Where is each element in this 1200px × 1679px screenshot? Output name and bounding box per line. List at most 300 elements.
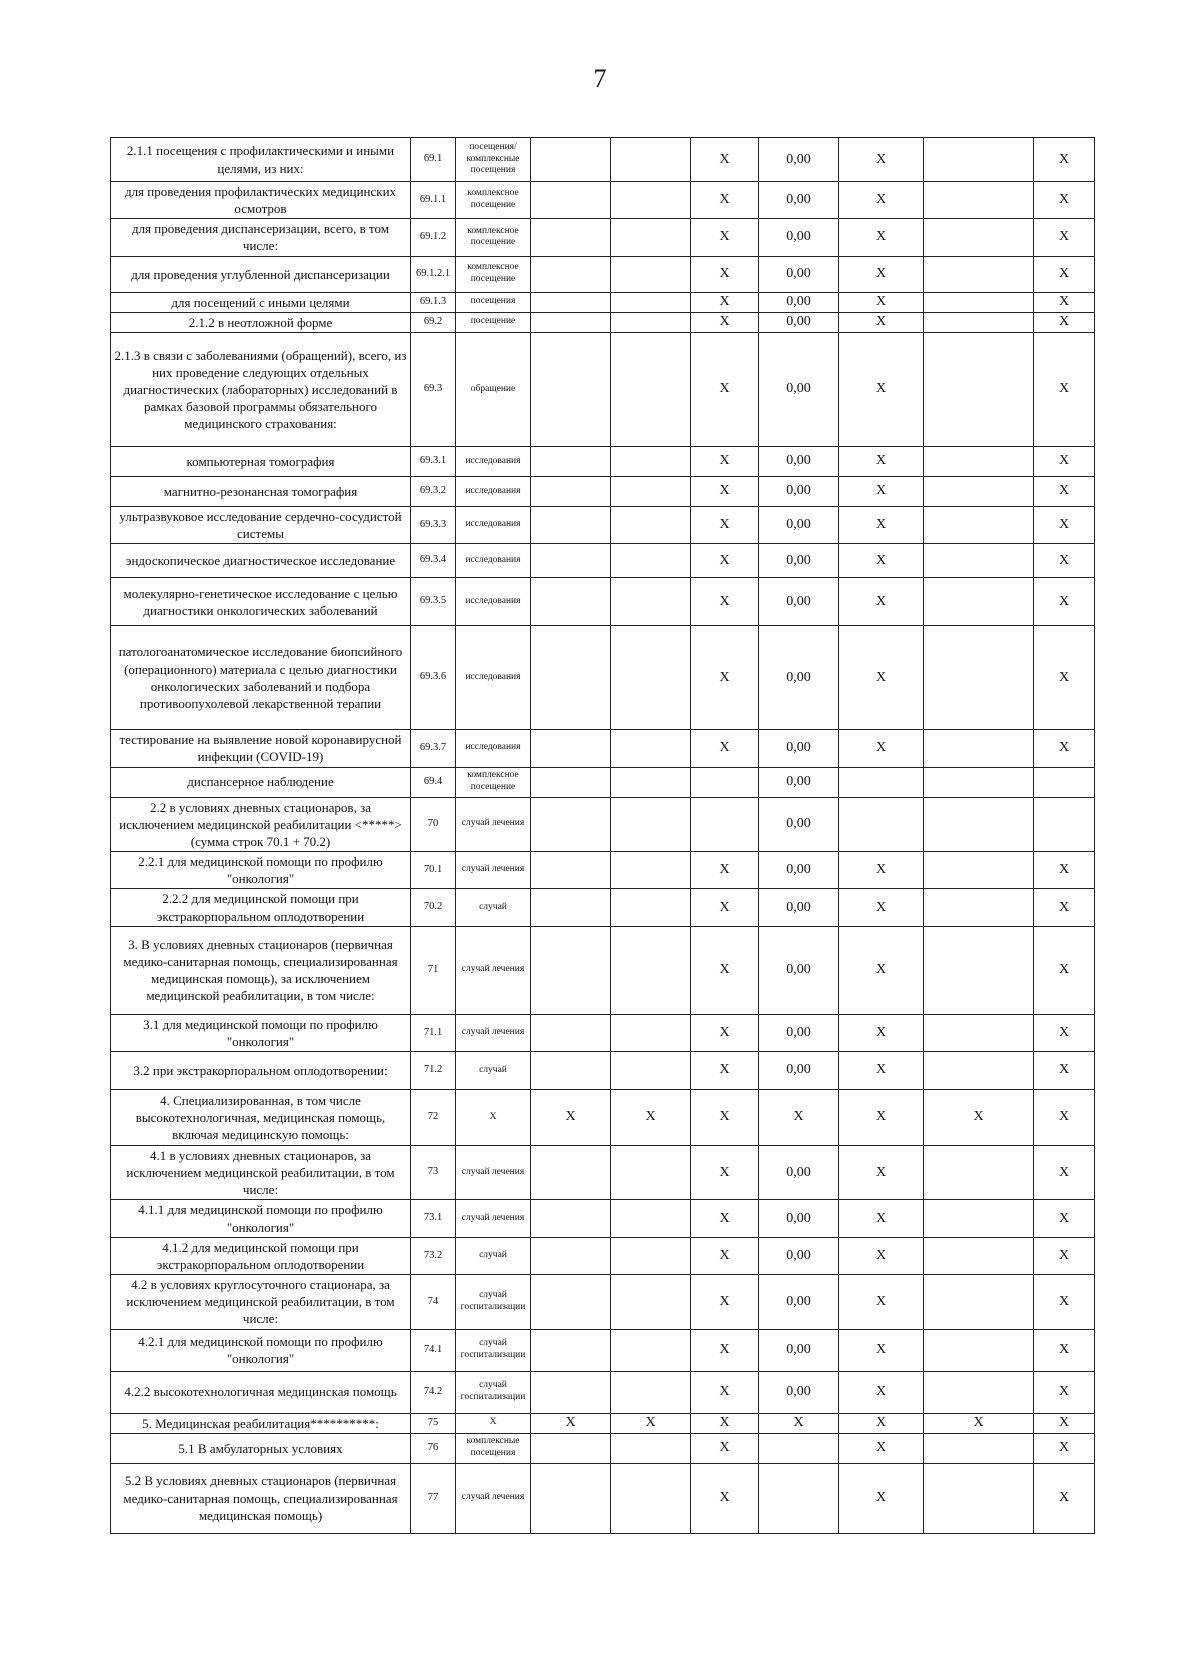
row-value: X [1034, 1275, 1095, 1329]
row-name: 3. В условиях дневных стационаров (первичная медико-санитарная помощь, специализированная медицинская помощь), за исключением медицинской реабилитации, в том числе: [111, 926, 411, 1014]
row-value [924, 1237, 1034, 1274]
row-value: X [691, 1014, 759, 1051]
row-value [531, 256, 611, 292]
row-unit: случай [456, 1051, 531, 1089]
row-value [611, 889, 691, 926]
row-name: 5. Медицинская реабилитация**********: [111, 1413, 411, 1433]
row-value [531, 292, 611, 312]
row-value [611, 292, 691, 312]
row-value [611, 544, 691, 578]
row-value: X [611, 1089, 691, 1145]
row-name: 2.1.1 посещения с профилактическими и иными целями, из них: [111, 138, 411, 182]
row-value: X [839, 926, 924, 1014]
row-value [924, 1371, 1034, 1413]
row-unit: посещения/ комплексные посещения [456, 138, 531, 182]
row-name: 2.2.2 для медицинской помощи при экстракорпоральном оплодотворении [111, 889, 411, 926]
row-value: X [691, 1371, 759, 1413]
row-value: 0,00 [759, 1275, 839, 1329]
row-value: X [839, 312, 924, 332]
row-code: 74.1 [411, 1329, 456, 1371]
table-row [111, 797, 1095, 851]
row-value: X [691, 138, 759, 182]
row-value: X [691, 1145, 759, 1199]
row-value: X [1034, 332, 1095, 446]
row-code: 71.1 [411, 1014, 456, 1051]
row-unit: случай госпитализации [456, 1329, 531, 1371]
row-value: X [1034, 1433, 1095, 1463]
row-value: X [1034, 182, 1095, 219]
row-code: 69.1.3 [411, 292, 456, 312]
row-code: 69.3.4 [411, 544, 456, 578]
row-value [691, 767, 759, 797]
table-row [111, 626, 1095, 730]
row-value: 0,00 [759, 544, 839, 578]
row-value [924, 446, 1034, 476]
row-unit: исследования [456, 446, 531, 476]
row-code: 69.1.1 [411, 182, 456, 219]
row-value [924, 1145, 1034, 1199]
row-unit: случай лечения [456, 1014, 531, 1051]
row-name: молекулярно-генетическое исследование с целью диагностики онкологических заболеваний [111, 578, 411, 626]
row-value [924, 506, 1034, 543]
row-value: X [691, 506, 759, 543]
row-value [531, 182, 611, 219]
row-value [531, 767, 611, 797]
row-value [531, 138, 611, 182]
row-value: X [691, 1237, 759, 1274]
row-value [924, 578, 1034, 626]
table-row [111, 1014, 1095, 1051]
row-name: для посещений с иными целями [111, 292, 411, 312]
row-value: X [839, 1014, 924, 1051]
row-value: X [691, 219, 759, 256]
row-value: X [691, 1200, 759, 1237]
row-unit: случай лечения [456, 797, 531, 851]
row-value: X [839, 1237, 924, 1274]
row-value: X [691, 544, 759, 578]
row-value: 0,00 [759, 1145, 839, 1199]
row-value: X [531, 1413, 611, 1433]
row-value [531, 1329, 611, 1371]
row-value: X [691, 1089, 759, 1145]
row-code: 69.3.3 [411, 506, 456, 543]
row-value [924, 926, 1034, 1014]
row-value [924, 889, 1034, 926]
row-name: 4.2.1 для медицинской помощи по профилю "онкология" [111, 1329, 411, 1371]
row-unit: посещения [456, 292, 531, 312]
table-row [111, 138, 1095, 182]
row-name: 2.2 в условиях дневных стационаров, за исключением медицинской реабилитации <*****> (сумма строк 70.1 + 70.2) [111, 797, 411, 851]
table-row [111, 1371, 1095, 1413]
row-code: 69.3.7 [411, 730, 456, 767]
row-name: 3.1 для медицинской помощи по профилю "онкология" [111, 1014, 411, 1051]
table-row [111, 926, 1095, 1014]
row-unit: случай госпитализации [456, 1371, 531, 1413]
row-name: 4.2.2 высокотехнологичная медицинская помощь [111, 1371, 411, 1413]
row-name: тестирование на выявление новой коронавирусной инфекции (COVID-19) [111, 730, 411, 767]
row-value: X [1034, 1371, 1095, 1413]
row-value: X [691, 730, 759, 767]
row-name: 4.1.1 для медицинской помощи по профилю "онкология" [111, 1200, 411, 1237]
row-value: X [1034, 256, 1095, 292]
row-code: 72 [411, 1089, 456, 1145]
row-name: для проведения диспансеризации, всего, в том числе: [111, 219, 411, 256]
row-value: 0,00 [759, 889, 839, 926]
row-value: X [839, 544, 924, 578]
row-value [611, 852, 691, 889]
row-value: 0,00 [759, 852, 839, 889]
row-value [531, 1275, 611, 1329]
row-value: X [1034, 1051, 1095, 1089]
row-name: 4.1 в условиях дневных стационаров, за исключением медицинской реабилитации, в том числе: [111, 1145, 411, 1199]
row-value: X [691, 292, 759, 312]
row-value: X [691, 926, 759, 1014]
row-unit: случай [456, 1237, 531, 1274]
row-value: X [839, 730, 924, 767]
row-value: X [839, 138, 924, 182]
row-value [924, 1014, 1034, 1051]
row-code: 69.3.2 [411, 476, 456, 506]
row-value: X [924, 1413, 1034, 1433]
row-value: 0,00 [759, 312, 839, 332]
row-value [691, 797, 759, 851]
row-value [924, 767, 1034, 797]
row-value: X [1034, 506, 1095, 543]
row-value: X [839, 476, 924, 506]
table-row [111, 312, 1095, 332]
row-value: 0,00 [759, 1014, 839, 1051]
row-name: 2.2.1 для медицинской помощи по профилю "онкология" [111, 852, 411, 889]
row-value: X [691, 1433, 759, 1463]
table-row [111, 292, 1095, 312]
row-value: 0,00 [759, 926, 839, 1014]
row-value [531, 730, 611, 767]
row-value: X [1034, 138, 1095, 182]
row-code: 69.3.1 [411, 446, 456, 476]
row-value [924, 730, 1034, 767]
row-value [611, 219, 691, 256]
row-value: X [839, 182, 924, 219]
row-unit: исследования [456, 506, 531, 543]
row-value: X [1034, 1089, 1095, 1145]
table-row [111, 730, 1095, 767]
row-value: X [839, 626, 924, 730]
table-row [111, 578, 1095, 626]
row-unit: исследования [456, 544, 531, 578]
row-value [531, 446, 611, 476]
row-value: X [1034, 1014, 1095, 1051]
table-row [111, 219, 1095, 256]
row-value: X [1034, 926, 1095, 1014]
row-value: X [1034, 446, 1095, 476]
row-value: X [839, 1200, 924, 1237]
row-value: 0,00 [759, 506, 839, 543]
row-code: 73.1 [411, 1200, 456, 1237]
row-value [611, 578, 691, 626]
row-value: X [691, 889, 759, 926]
row-value [531, 312, 611, 332]
row-value [531, 1237, 611, 1274]
row-value: X [839, 1433, 924, 1463]
row-value [924, 1329, 1034, 1371]
row-value: X [691, 256, 759, 292]
row-name: 3.2 при экстракорпоральном оплодотворении: [111, 1051, 411, 1089]
row-value: 0,00 [759, 767, 839, 797]
row-name: диспансерное наблюдение [111, 767, 411, 797]
row-code: 74.2 [411, 1371, 456, 1413]
row-unit: исследования [456, 730, 531, 767]
row-code: 69.1.2 [411, 219, 456, 256]
row-value [924, 1275, 1034, 1329]
row-unit: случай лечения [456, 1145, 531, 1199]
row-value: 0,00 [759, 797, 839, 851]
row-value: X [691, 852, 759, 889]
row-unit: исследования [456, 476, 531, 506]
row-unit: комплексные посещения [456, 1433, 531, 1463]
row-code: 69.2 [411, 312, 456, 332]
row-unit: случай лечения [456, 852, 531, 889]
row-value [531, 626, 611, 730]
row-value: X [691, 578, 759, 626]
row-value [924, 292, 1034, 312]
row-value [924, 1433, 1034, 1463]
row-value [531, 332, 611, 446]
row-value: X [691, 182, 759, 219]
row-value: X [839, 1051, 924, 1089]
row-value: X [1034, 1413, 1095, 1433]
row-value: 0,00 [759, 182, 839, 219]
row-unit: случай лечения [456, 926, 531, 1014]
row-name: компьютерная томография [111, 446, 411, 476]
row-value [531, 506, 611, 543]
row-name: ультразвуковое исследование сердечно-сосудистой системы [111, 506, 411, 543]
row-value [924, 1200, 1034, 1237]
row-name: 2.1.2 в неотложной форме [111, 312, 411, 332]
row-value: X [691, 626, 759, 730]
row-unit: исследования [456, 578, 531, 626]
row-value [924, 544, 1034, 578]
row-value: X [691, 446, 759, 476]
row-value: X [759, 1413, 839, 1433]
volume-table [110, 137, 1095, 1534]
row-value [531, 578, 611, 626]
row-value: X [691, 332, 759, 446]
row-code: 69.1 [411, 138, 456, 182]
row-value: X [839, 1371, 924, 1413]
row-name: 4.1.2 для медицинской помощи при экстракорпоральном оплодотворении [111, 1237, 411, 1274]
row-unit: случай [456, 889, 531, 926]
row-value [924, 1463, 1034, 1533]
table-row [111, 767, 1095, 797]
row-code: 69.3 [411, 332, 456, 446]
row-value: X [1034, 730, 1095, 767]
row-value [531, 852, 611, 889]
row-value [839, 797, 924, 851]
row-value: X [839, 332, 924, 446]
row-code: 70 [411, 797, 456, 851]
row-value: X [691, 476, 759, 506]
table-row [111, 1463, 1095, 1533]
row-value [611, 182, 691, 219]
row-value [611, 926, 691, 1014]
row-name: 5.1 В амбулаторных условиях [111, 1433, 411, 1463]
row-value: 0,00 [759, 1329, 839, 1371]
row-value [924, 332, 1034, 446]
row-value [531, 1051, 611, 1089]
row-value: X [1034, 852, 1095, 889]
row-value [531, 1371, 611, 1413]
row-value: X [839, 446, 924, 476]
row-unit: комплексное посещение [456, 219, 531, 256]
table-row [111, 1275, 1095, 1329]
row-unit: случай лечения [456, 1200, 531, 1237]
row-value [924, 138, 1034, 182]
row-name: для проведения профилактических медицинских осмотров [111, 182, 411, 219]
row-code: 69.3.5 [411, 578, 456, 626]
row-unit: случай госпитализации [456, 1275, 531, 1329]
row-name: 2.1.3 в связи с заболеваниями (обращений), всего, из них проведение следующих отдельных диагностических (лабораторных) исследований в рамках базовой программы обязательного медицинского страхования: [111, 332, 411, 446]
row-value: 0,00 [759, 1051, 839, 1089]
row-value: 0,00 [759, 578, 839, 626]
row-code: 76 [411, 1433, 456, 1463]
table-row [111, 1237, 1095, 1274]
row-value: 0,00 [759, 219, 839, 256]
table-row [111, 1329, 1095, 1371]
row-value: 0,00 [759, 256, 839, 292]
row-value: X [839, 1275, 924, 1329]
row-value [531, 797, 611, 851]
row-value: X [691, 1329, 759, 1371]
row-code: 77 [411, 1463, 456, 1533]
table-row [111, 1089, 1095, 1145]
row-name: 5.2 В условиях дневных стационаров (первичная медико-санитарная помощь, специализированная медицинская помощь) [111, 1463, 411, 1533]
table-row [111, 1413, 1095, 1433]
row-value [531, 1145, 611, 1199]
row-value [611, 446, 691, 476]
row-value [611, 626, 691, 730]
row-value [611, 1051, 691, 1089]
row-value [839, 767, 924, 797]
row-unit: комплексное посещение [456, 182, 531, 219]
table-row [111, 852, 1095, 889]
row-value: X [839, 1145, 924, 1199]
row-value: 0,00 [759, 730, 839, 767]
row-value: 0,00 [759, 1237, 839, 1274]
row-value [924, 312, 1034, 332]
row-unit: посещение [456, 312, 531, 332]
row-value [1034, 797, 1095, 851]
row-value [611, 476, 691, 506]
row-value [531, 1014, 611, 1051]
row-code: 73 [411, 1145, 456, 1199]
row-value [531, 1463, 611, 1533]
row-value: X [839, 578, 924, 626]
row-value: X [1034, 219, 1095, 256]
row-value: X [1034, 578, 1095, 626]
row-value: 0,00 [759, 332, 839, 446]
row-value [611, 256, 691, 292]
row-value: X [1034, 312, 1095, 332]
row-value [759, 1433, 839, 1463]
row-unit: случай лечения [456, 1463, 531, 1533]
page-number: 7 [593, 64, 607, 93]
row-value: X [1034, 889, 1095, 926]
row-value: 0,00 [759, 1371, 839, 1413]
row-value: X [1034, 1463, 1095, 1533]
row-value: X [691, 1051, 759, 1089]
row-value: 0,00 [759, 292, 839, 312]
row-value [531, 219, 611, 256]
row-value [611, 797, 691, 851]
row-code: 70.2 [411, 889, 456, 926]
row-value: X [1034, 544, 1095, 578]
row-value [1034, 767, 1095, 797]
row-value [611, 767, 691, 797]
row-value [531, 476, 611, 506]
row-unit: X [456, 1413, 531, 1433]
table-row [111, 446, 1095, 476]
row-value: X [1034, 1237, 1095, 1274]
row-value: X [1034, 1200, 1095, 1237]
row-value [924, 476, 1034, 506]
row-value [531, 544, 611, 578]
table-row [111, 182, 1095, 219]
table-row [111, 1200, 1095, 1237]
row-unit: исследования [456, 626, 531, 730]
row-value: X [1034, 1329, 1095, 1371]
table-row [111, 544, 1095, 578]
row-unit: комплексное посещение [456, 256, 531, 292]
row-value [611, 332, 691, 446]
table-row [111, 889, 1095, 926]
table-row [111, 1051, 1095, 1089]
row-value [531, 1200, 611, 1237]
row-name: 4.2 в условиях круглосуточного стационара, за исключением медицинской реабилитации, в том числе: [111, 1275, 411, 1329]
row-value [924, 219, 1034, 256]
row-value [611, 730, 691, 767]
row-value: X [1034, 626, 1095, 730]
table-row [111, 1433, 1095, 1463]
row-value: X [1034, 1145, 1095, 1199]
row-value [611, 1433, 691, 1463]
row-value [924, 256, 1034, 292]
row-value [611, 138, 691, 182]
row-value: X [839, 256, 924, 292]
table-row [111, 332, 1095, 446]
row-value [924, 852, 1034, 889]
row-value: X [839, 1089, 924, 1145]
row-value: X [1034, 292, 1095, 312]
row-value [611, 1329, 691, 1371]
row-value [611, 1145, 691, 1199]
row-name: эндоскопическое диагностическое исследование [111, 544, 411, 578]
row-code: 69.1.2.1 [411, 256, 456, 292]
row-value: X [839, 889, 924, 926]
row-code: 71 [411, 926, 456, 1014]
row-value: 0,00 [759, 138, 839, 182]
row-value: 0,00 [759, 476, 839, 506]
row-code: 69.4 [411, 767, 456, 797]
row-value: X [611, 1413, 691, 1433]
row-value [759, 1463, 839, 1533]
row-value: 0,00 [759, 446, 839, 476]
row-name: 4. Специализированная, в том числе высокотехнологичная, медицинская помощь, включая медицинскую помощь: [111, 1089, 411, 1145]
row-name: для проведения углубленной диспансеризации [111, 256, 411, 292]
table-row [111, 256, 1095, 292]
row-name: патологоанатомическое исследование биопсийного (операционного) материала с целью диагностики онкологических заболеваний и подбора противоопухолевой лекарственной терапии [111, 626, 411, 730]
row-value: X [839, 219, 924, 256]
row-code: 69.3.6 [411, 626, 456, 730]
